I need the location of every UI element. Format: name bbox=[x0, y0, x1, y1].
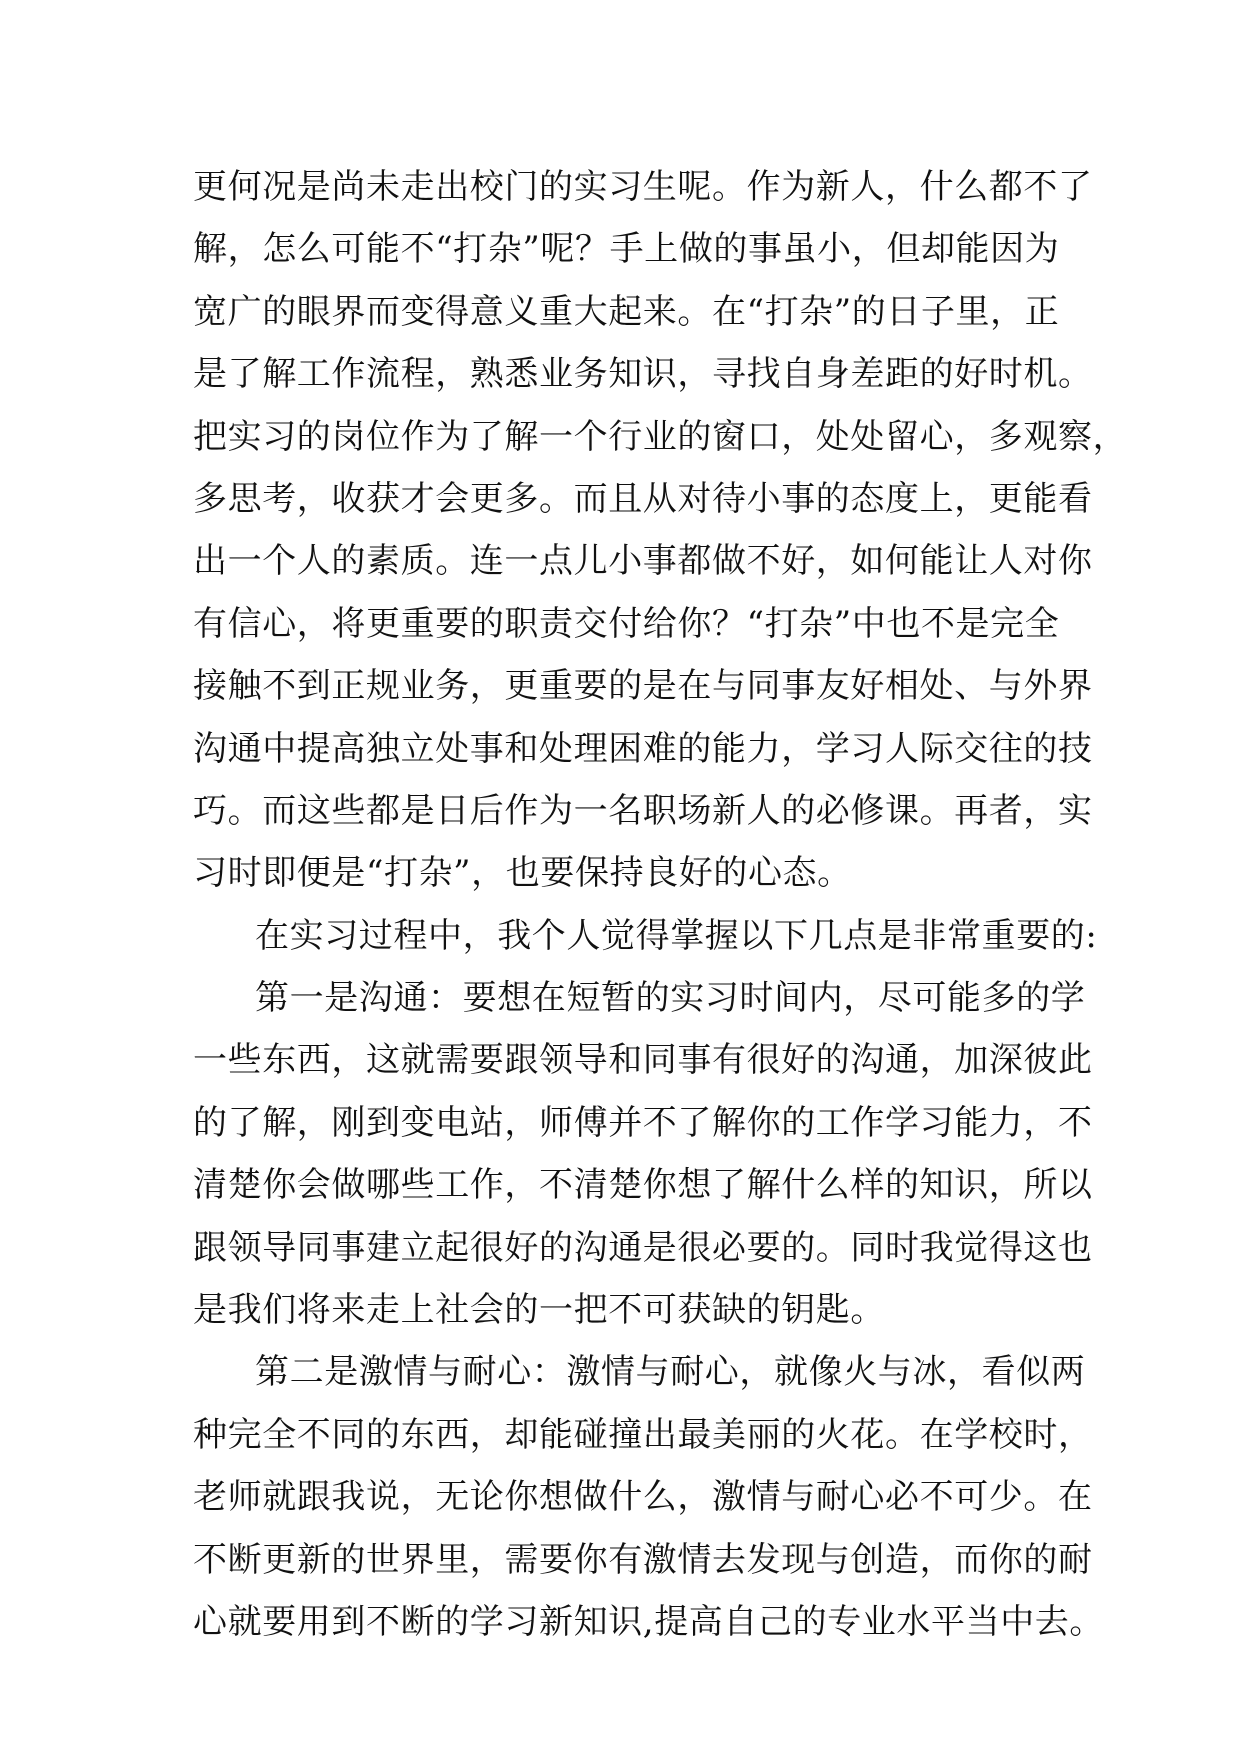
body-text bbox=[193, 156, 1128, 1653]
text-line: 把实习的岗位作为了解一个行业的窗口，处处留心，多观察， bbox=[193, 416, 1128, 457]
text-line: 种完全不同的东西，却能碰撞出最美丽的火花。在学校时， bbox=[193, 1414, 1093, 1455]
text-line: 是了解工作流程，熟悉业务知识，寻找自身差距的好时机。 bbox=[193, 354, 1093, 395]
text-line: 不断更新的世界里，需要你有激情去发现与创造，而你的耐 bbox=[193, 1539, 1093, 1580]
text-line: 心就要用到不断的学习新知识,提高自己的专业水平当中去。 bbox=[193, 1601, 1105, 1642]
text-line: 有信心，将更重要的职责交付给你？“打杂”中也不是完全 bbox=[193, 603, 1060, 644]
paragraph-start-line: 第二是激情与耐心：激情与耐心，就像火与冰，看似两 bbox=[255, 1352, 1086, 1393]
text-line: 沟通中提高独立处事和处理困难的能力，学习人际交往的技 bbox=[193, 728, 1093, 769]
text-line: 的了解，刚到变电站，师傅并不了解你的工作学习能力，不 bbox=[193, 1102, 1093, 1143]
text-line: 清楚你会做哪些工作，不清楚你想了解什么样的知识，所以 bbox=[193, 1165, 1093, 1206]
paragraph-start-line: 第一是沟通：要想在短暂的实习时间内，尽可能多的学 bbox=[255, 978, 1086, 1019]
text-line: 宽广的眼界而变得意义重大起来。在“打杂”的日子里，正 bbox=[193, 291, 1060, 332]
text-line: 出一个人的素质。连一点儿小事都做不好，如何能让人对你 bbox=[193, 541, 1093, 582]
text-line: 跟领导同事建立起很好的沟通是很必要的。同时我觉得这也 bbox=[193, 1227, 1093, 1268]
text-line: 接触不到正规业务，更重要的是在与同事友好相处、与外界 bbox=[193, 666, 1093, 707]
paragraph-start-line: 在实习过程中，我个人觉得掌握以下几点是非常重要的: bbox=[255, 915, 1098, 956]
text-line: 多思考，收获才会更多。而且从对待小事的态度上，更能看 bbox=[193, 478, 1093, 519]
text-line: 是我们将来走上社会的一把不可获缺的钥匙。 bbox=[193, 1290, 885, 1331]
text-line: 巧。而这些都是日后作为一名职场新人的必修课。再者，实 bbox=[193, 790, 1093, 831]
text-line: 老师就跟我说，无论你想做什么，激情与耐心必不可少。在 bbox=[193, 1477, 1093, 1518]
text-line: 一些东西，这就需要跟领导和同事有很好的沟通，加深彼此 bbox=[193, 1040, 1093, 1081]
text-line: 解，怎么可能不“打杂”呢？手上做的事虽小，但却能因为 bbox=[193, 229, 1060, 270]
text-line: 习时即便是“打杂”，也要保持良好的心态。 bbox=[193, 853, 852, 894]
text-line: 更何况是尚未走出校门的实习生呢。作为新人，什么都不了 bbox=[193, 167, 1093, 207]
